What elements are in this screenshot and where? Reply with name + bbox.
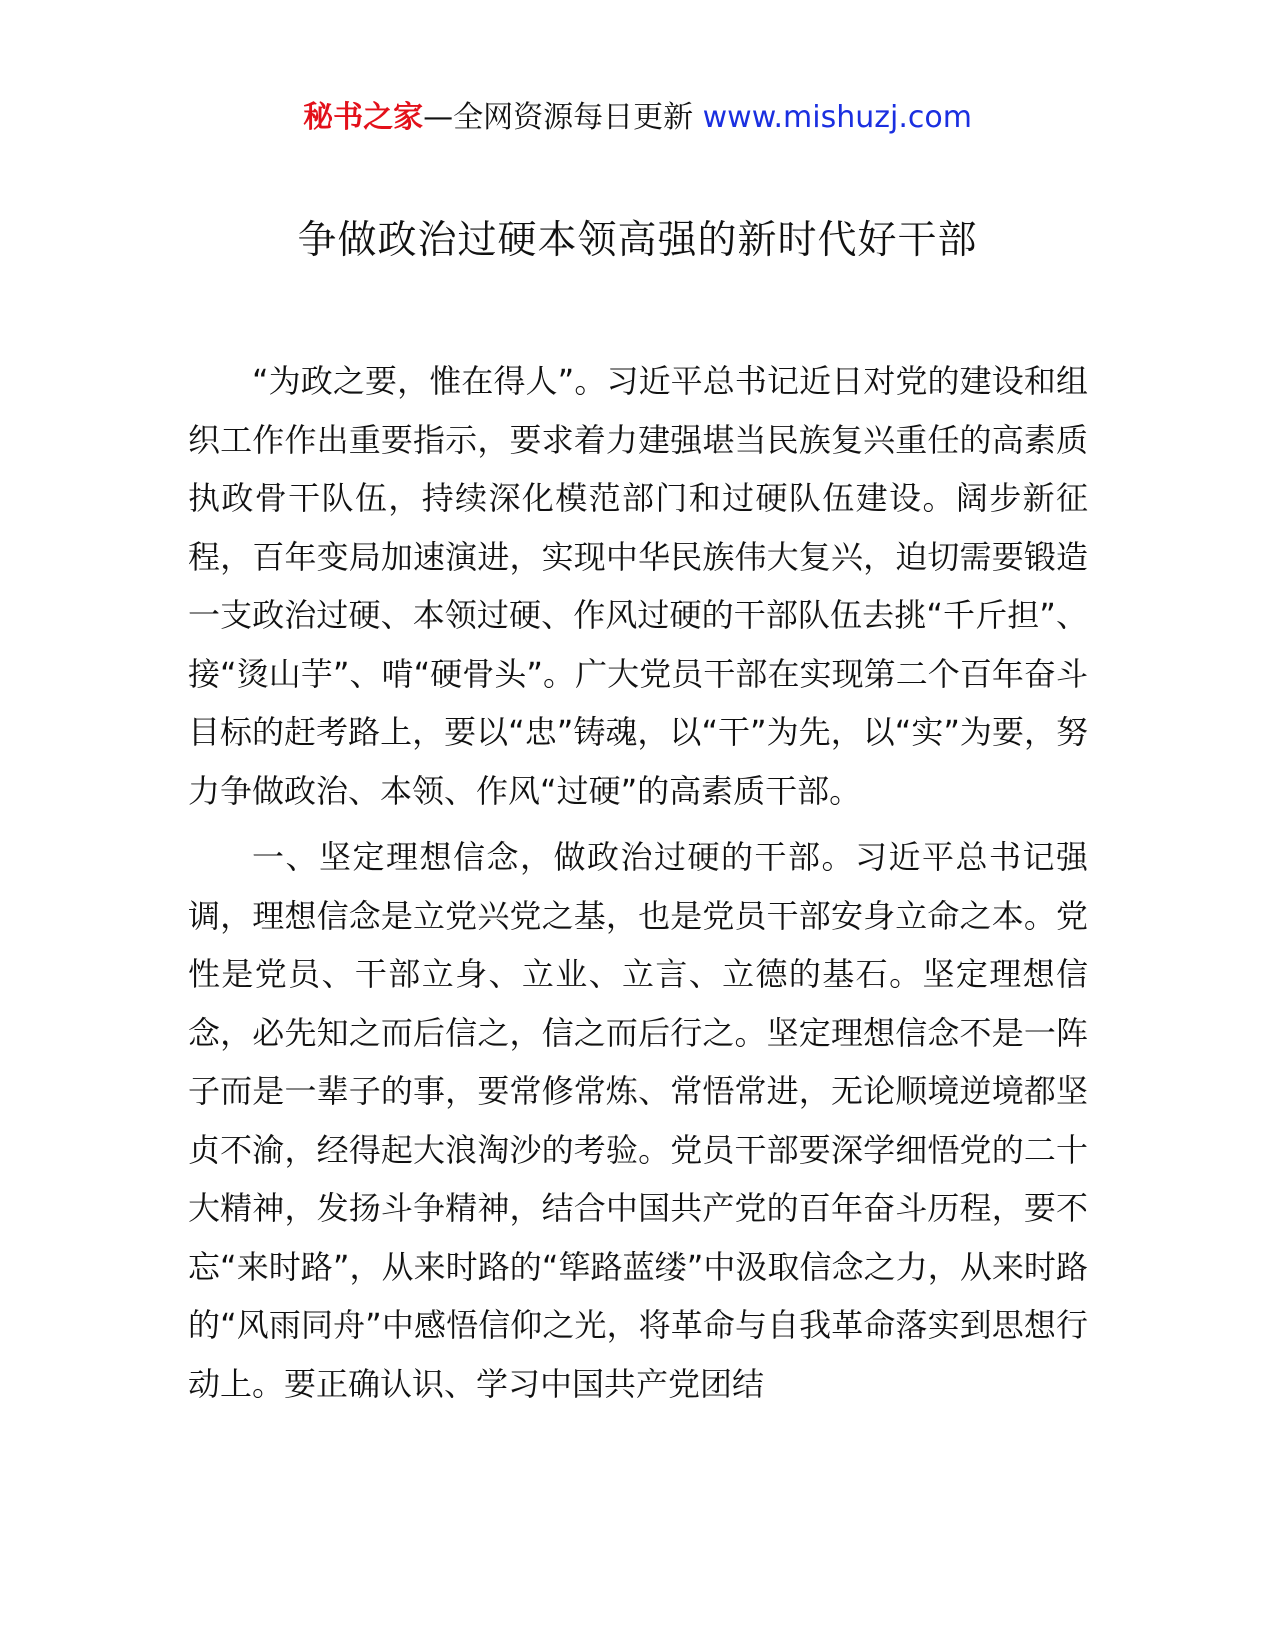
header-brand: 秘书之家 <box>303 100 424 135</box>
document-body <box>188 352 1088 1413</box>
header-url-link[interactable]: www.mishuzj.com <box>702 100 972 135</box>
document-title: 争做政治过硬本领高强的新时代好干部 <box>297 218 978 263</box>
paragraph: “为政之要，惟在得人”。习近平总书记近日对党的建设和组织工作作出重要指示，要求着力建强堪当民族复兴重任的高素质执政骨干队伍，持续深化模范部门和过硬队伍建设。阔步新征程，百年变局加速演进，实现中华民族伟大复兴，迫切需要锻造一支政治过硬、本领过硬、作风过硬的干部队伍去挑“千斤担”、接“烫山芋”、啃“硬骨头”。广大党员干部在实现第二个百年奋斗目标的赶考路上，要以“忠”铸魂，以“干”为先，以“实”为要，努力争做政治、本领、作风“过硬”的高素质干部。 <box>188 362 1088 810</box>
header-tagline: —全网资源每日更新 <box>423 100 703 135</box>
paragraph: 一、坚定理想信念，做政治过硬的干部。习近平总书记强调，理想信念是立党兴党之基，也是党员干部安身立命之本。党性是党员、干部立身、立业、立言、立德的基石。坚定理想信念，必先知之而后信之，信之而后行之。坚定理想信念不是一阵子而是一辈子的事，要常修常炼、常悟常进，无论顺境逆境都坚贞不渝，经得起大浪淘沙的考验。党员干部要深学细悟党的二十大精神，发扬斗争精神，结合中国共产党的百年奋斗历程，要不忘“来时路”，从来时路的“筚路蓝缕”中汲取信念之力，从来时路的“风雨同舟”中感悟信仰之光，将革命与自我革命落实到思想行动上。要正确认识、学习中国共产党团结 <box>188 838 1088 1403</box>
page-header <box>0 98 1275 138</box>
